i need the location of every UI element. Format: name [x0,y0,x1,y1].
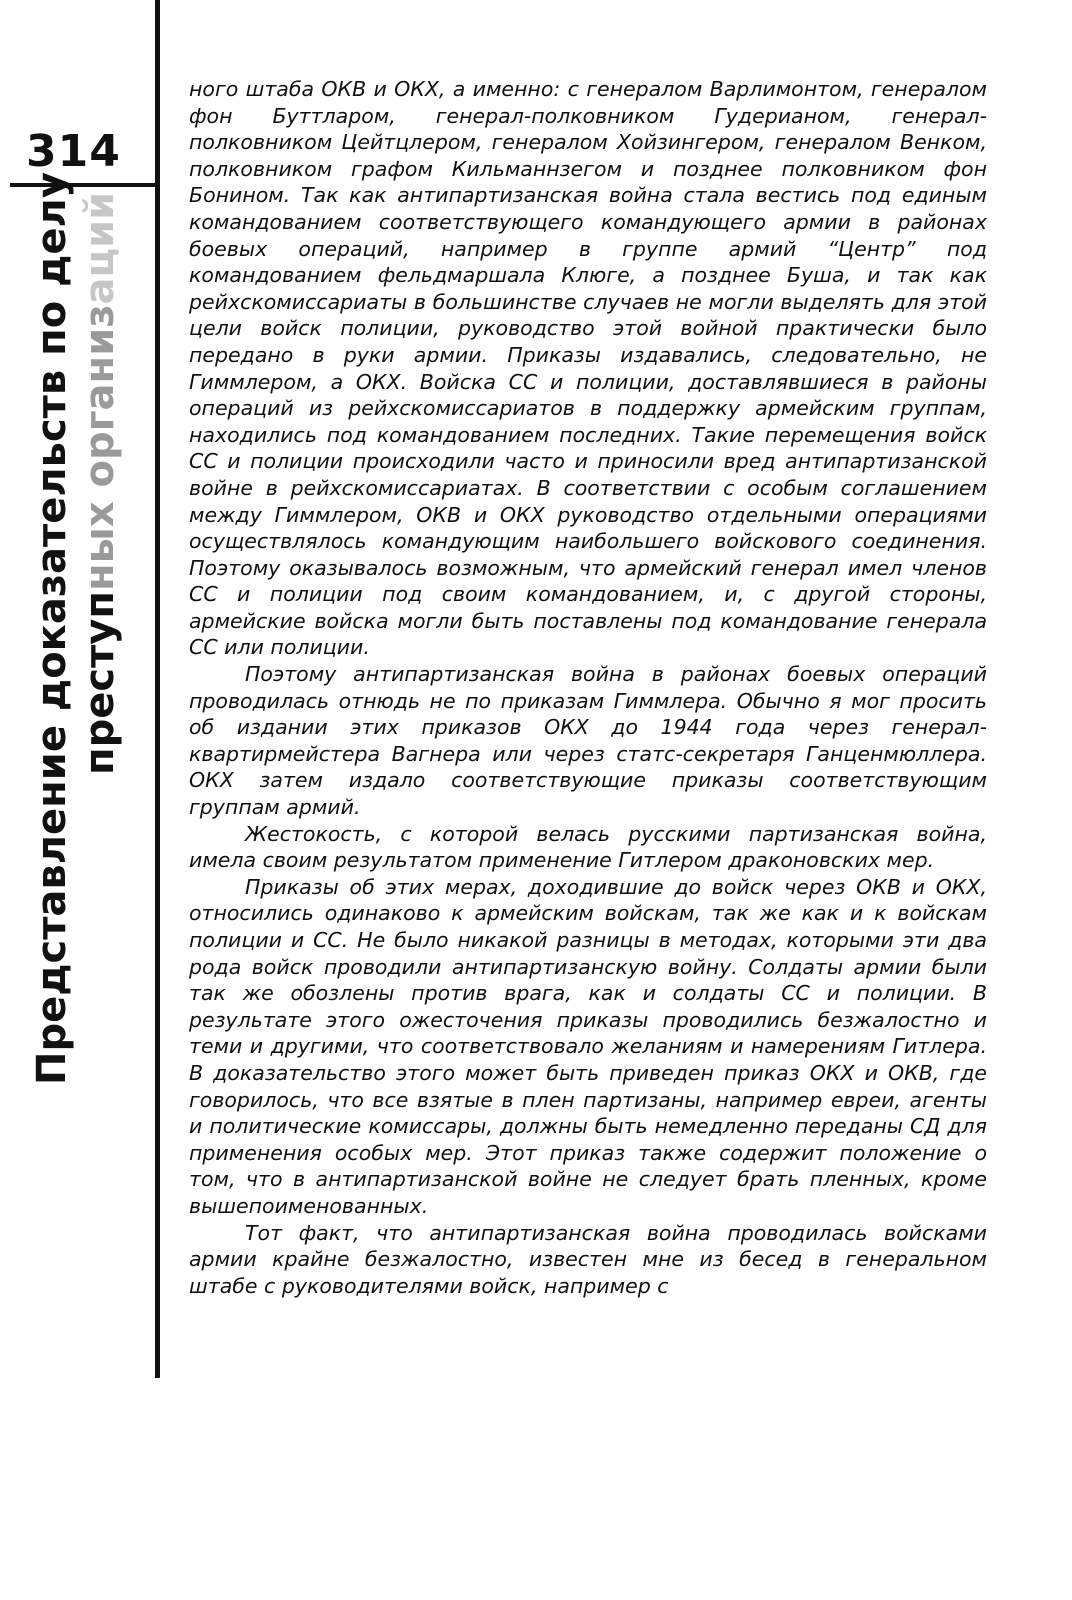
paragraph-4: Приказы об этих мерах, доходившие до войск через ОКВ и ОКХ, относились одинаково к армейским войскам, так же как и к войскам полиции и СС. Не было никакой разницы в методах, которыми эти два рода войск проводили антипартизанскую войну. Солдаты армии были так же обозлены против врага, как и солдаты СС и полиции. В результате этого ожесточения приказы проводились безжалостно и теми и другими, что соответствовало желаниям и намерениям Гитлера. В доказательство этого может быть приведен приказ ОКХ и ОКВ, где говорилось, что все взятые в плен партизаны, например евреи, агенты и политические комиссары, должны быть немедленно переданы СД для применения особых мер. Этот приказ также содержит положение о том, что в антипартизанской войне не следует брать пленных, кроме вышепоименованных. [189,874,987,1218]
page-number: 314 [26,126,121,177]
paragraph-2: Поэтому антипартизанская война в районах боевых операций проводилась отнюдь не по приказам Гиммлера. Обычно я мог просить об издании этих приказов ОКХ до 1944 года через генерал-квартирмейстера Вагнера или через статс-секретаря Ганценмюллера. ОКХ затем издало соответствующие приказы соответствующим группам армий. [189,662,987,820]
paragraph-5: Тот факт, что антипартизанская война проводилась войсками армии крайне безжалостно, известен мне из бесед в генеральном штабе с руководителями войск, например с [189,1220,987,1298]
paragraph-3: Жестокость, с которой велась русскими партизанская война, имела своим результатом применение Гитлером драконовских мер. [189,821,987,873]
side-title [28,172,124,1085]
side-title-line-2-faded: ных организ [77,304,123,591]
side-title-line-2-dark: преступ [77,590,123,775]
side-title-line-2 [76,185,124,1085]
vertical-rule [155,0,160,1378]
main-text [189,76,987,1299]
paragraph-1: ного штаба ОКВ и ОКХ, а именно: с генералом Варлимонтом, генералом фон Буттларом, генерал-полковником Гудерианом, генерал-полковником Цейтцлером, генералом Хойзингером, генералом Венком, полковником графом Кильманнзегом и позднее полковником фон Бонином. Так как антипартизанская война стала вестись под единым командованием соответствующего командующего армии в районах боевых операций, например в группе армий “Центр” под командованием фельдмаршала Клюге, а позднее Буша, и так как рейхскомиссариаты в большинстве случаев не могли выделять для этой цели войск полиции, руководство этой войной практически было передано в руки армии. Приказы издавались, следовательно, не Гиммлером, а ОКХ. Войска СС и полиции, доставлявшиеся в районы операций из рейхскомиссариатов в поддержку армейским группам, находились под командованием последних. Такие перемещения войск СС и полиции происходили часто и приносили вред антипартизанской войне в рейхскомиссариатах. В соответствии с особым соглашением между Гиммлером, ОКВ и ОКХ руководство отдельными операциями осуществлялось командующим наибольшего войскового соединения. Поэтому оказывалось возможным, что армейский генерал имел членов СС и полиции под своим командованием, и, с другой стороны, армейские войска могли быть поставлены под командование генерала СС или полиции. [189,77,987,660]
side-title-line-2-light: аций [77,191,123,305]
side-title-line-1: Представление доказательств по делу [29,172,75,1085]
